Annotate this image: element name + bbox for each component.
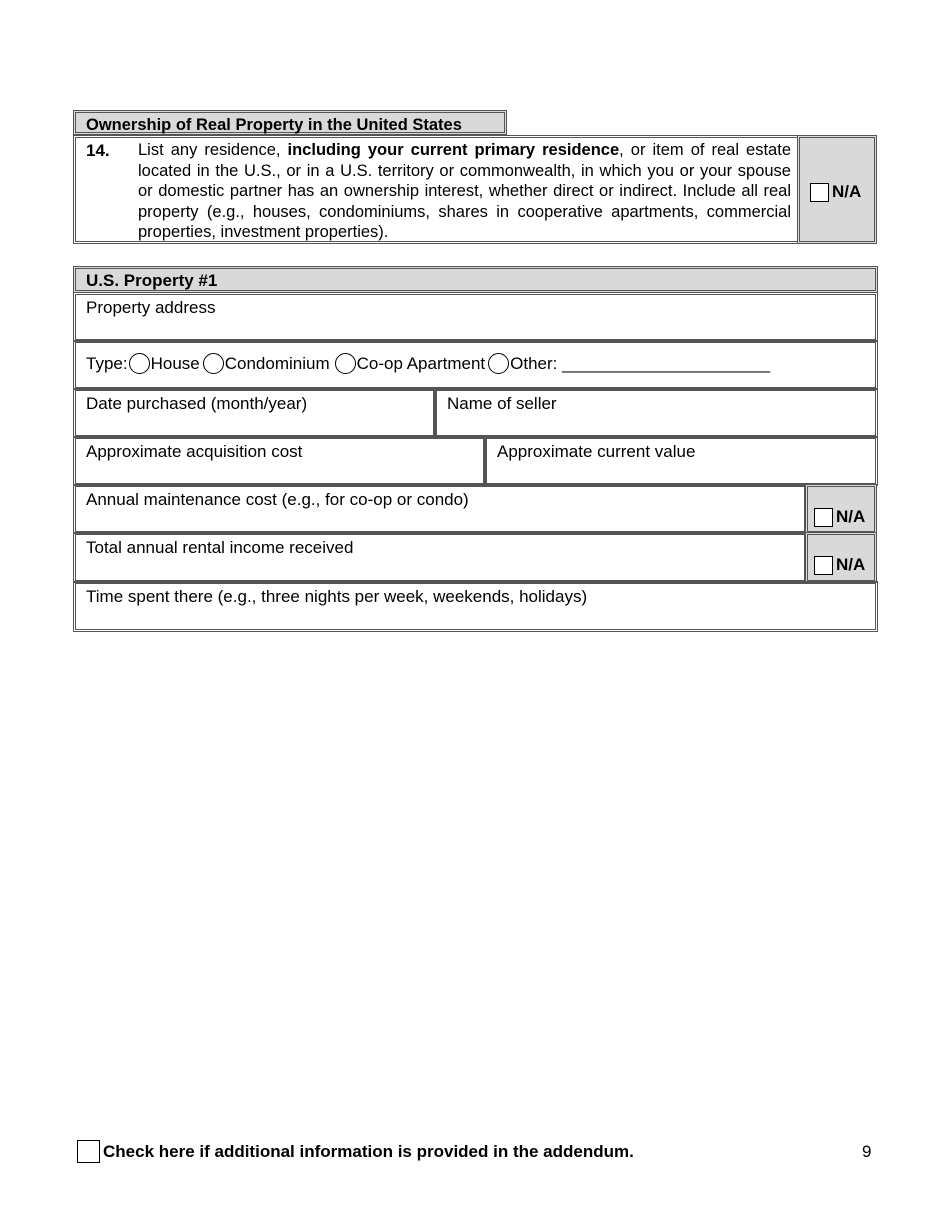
question-na-checkbox[interactable] [810, 183, 829, 202]
type-other-blank[interactable]: ______________________ [562, 354, 771, 373]
question-na-cell [797, 135, 877, 244]
time-spent-label: Time spent there (e.g., three nights per week, weekends, holidays) [86, 587, 588, 606]
property-type-row [73, 340, 878, 390]
addendum-label: Check here if additional information is provided in the addendum. [103, 1141, 634, 1161]
question-text-part1: List any residence, [138, 141, 288, 159]
question-14 [73, 135, 800, 244]
maintenance-cost-label: Annual maintenance cost (e.g., for co-op or condo) [86, 490, 469, 509]
date-purchased-field[interactable] [73, 388, 436, 438]
rental-na-option[interactable] [814, 555, 865, 575]
property-address-label: Property address [86, 298, 216, 317]
seller-name-label: Name of seller [447, 394, 557, 413]
rental-income-field[interactable] [73, 532, 807, 583]
type-condominium-radio[interactable] [203, 353, 224, 374]
question-na-option[interactable] [810, 182, 861, 202]
question-na-label: N/A [832, 182, 862, 201]
section-title-text: Ownership of Real Property in the United States [86, 116, 462, 134]
maintenance-na-cell [805, 484, 877, 534]
rental-na-label: N/A [836, 555, 866, 574]
section-title [73, 110, 507, 135]
maintenance-na-option[interactable] [814, 507, 865, 527]
question-text [138, 140, 791, 243]
rental-na-checkbox[interactable] [814, 556, 833, 575]
property-address-field[interactable] [73, 292, 878, 342]
type-other-radio[interactable] [488, 353, 509, 374]
seller-name-field[interactable] [434, 388, 878, 438]
page-number: 9 [862, 1142, 872, 1161]
property-title [73, 266, 878, 293]
acquisition-cost-label: Approximate acquisition cost [86, 442, 303, 461]
date-purchased-label: Date purchased (month/year) [86, 394, 308, 413]
maintenance-na-label: N/A [836, 507, 866, 526]
type-other-label: Other: [510, 354, 558, 373]
type-label: Type: [86, 354, 128, 373]
addendum-option[interactable] [77, 1140, 634, 1163]
type-coop-label: Co-op Apartment [356, 354, 486, 373]
question-text-bold: including your current primary residence [287, 141, 620, 159]
question-number: 14. [86, 141, 110, 160]
property-title-text: U.S. Property #1 [86, 271, 218, 290]
type-house-label: House [150, 354, 200, 373]
addendum-checkbox[interactable] [77, 1140, 100, 1163]
time-spent-field[interactable] [73, 581, 878, 632]
rental-income-label: Total annual rental income received [86, 538, 354, 557]
current-value-label: Approximate current value [497, 442, 696, 461]
rental-na-cell [805, 532, 877, 583]
maintenance-cost-field[interactable] [73, 484, 807, 534]
maintenance-na-checkbox[interactable] [814, 508, 833, 527]
current-value-field[interactable] [484, 436, 878, 486]
question-text-part2: , or item of real estate located in the U.S., or in a U.S. territory or commonwealth, in which you or your spouse or domestic partner has an ownership interest, whether direct or indirect. Include all real property (e.g., houses, condominiums, shares in cooperative apartments, commercial properties, investment properties). [138, 141, 791, 242]
acquisition-cost-field[interactable] [73, 436, 486, 486]
type-condominium-label: Condominium [224, 354, 330, 373]
type-house-radio[interactable] [129, 353, 150, 374]
type-coop-radio[interactable] [335, 353, 356, 374]
